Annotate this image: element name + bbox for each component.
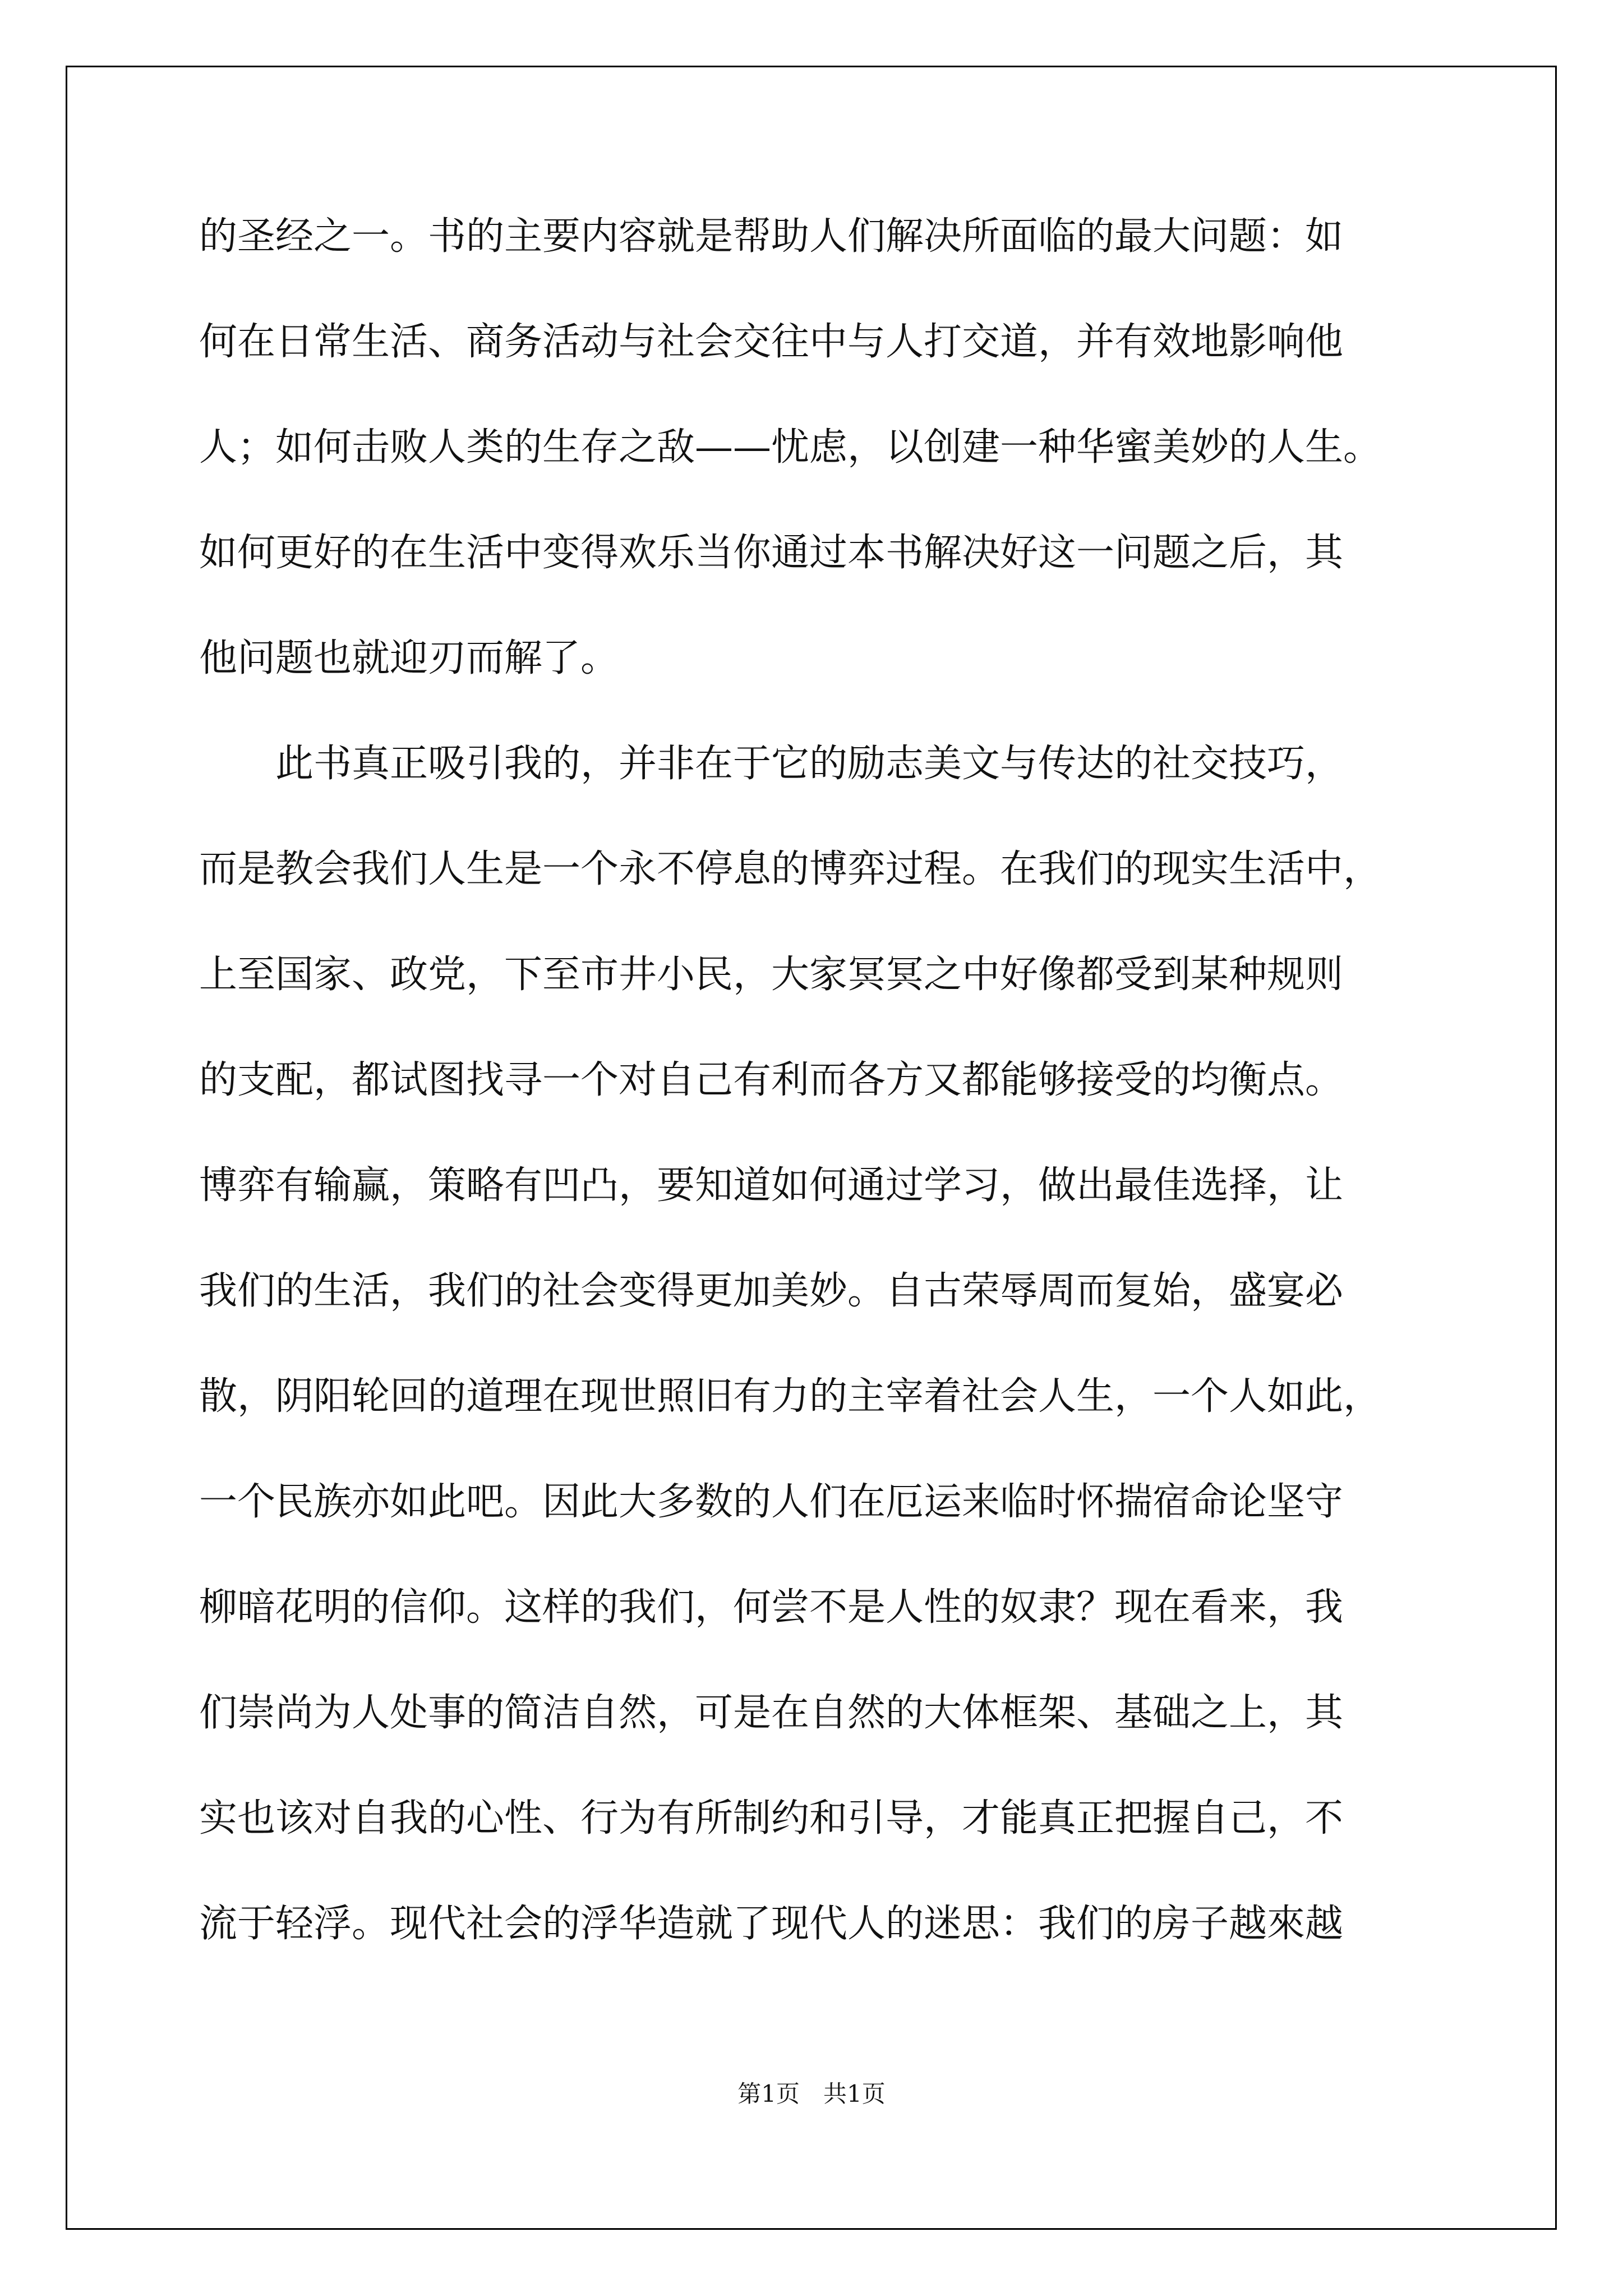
text-line: 何在日常生活、商务活动与社会交往中与人打交道，并有效地影响他 (199, 320, 1344, 364)
text-line: 实也该对自我的心性、行为有所制约和引导，才能真正把握自己，不 (199, 1796, 1344, 1841)
text-line: 上至国家、政党，下至市井小民，大家冥冥之中好像都受到某种规则 (199, 953, 1344, 997)
text-line: 散，阴阳轮回的道理在现世照旧有力的主宰着社会人生，一个人如此， (199, 1374, 1382, 1419)
text-line: 的圣经之一。书的主要内容就是帮助人们解决所面临的最大问题：如 (199, 214, 1344, 259)
text-line: 人；如何击败人类的生存之敌——忧虑，以创建一种华蜜美妙的人生。 (199, 425, 1382, 470)
text-line: 如何更好的在生活中变得欢乐当你通过本书解决好这一问题之后，其 (199, 531, 1344, 575)
text-line: 流于轻浮。现代社会的浮华造就了现代人的迷思：我们的房子越來越 (199, 1902, 1344, 1946)
text-line: 他问题也就迎刃而解了。 (199, 636, 619, 680)
text-line: 一个民族亦如此吧。因此大多数的人们在厄运来临时怀揣宿命论坚守 (199, 1480, 1344, 1524)
page-number-footer: 第1页 共1页 (737, 2080, 886, 2108)
paragraph-first-line: 此书真正吸引我的，并非在于它的励志美文与传达的社交技巧， (275, 742, 1344, 786)
text-line: 柳暗花明的信仰。这样的我们，何尝不是人性的奴隶？现在看来，我 (199, 1585, 1344, 1630)
text-line: 们崇尚为人处事的简洁自然，可是在自然的大体框架、基础之上，其 (199, 1691, 1344, 1735)
text-line: 而是教会我们人生是一个永不停息的博弈过程。在我们的现实生活中， (199, 847, 1382, 891)
text-line: 博弈有输赢，策略有凹凸，要知道如何通过学习，做出最佳选择，让 (199, 1163, 1344, 1208)
text-line: 的支配，都试图找寻一个对自己有利而各方又都能够接受的均衡点。 (199, 1058, 1344, 1102)
text-line: 我们的生活，我们的社会变得更加美妙。自古荣辱周而复始，盛宴必 (199, 1269, 1344, 1313)
